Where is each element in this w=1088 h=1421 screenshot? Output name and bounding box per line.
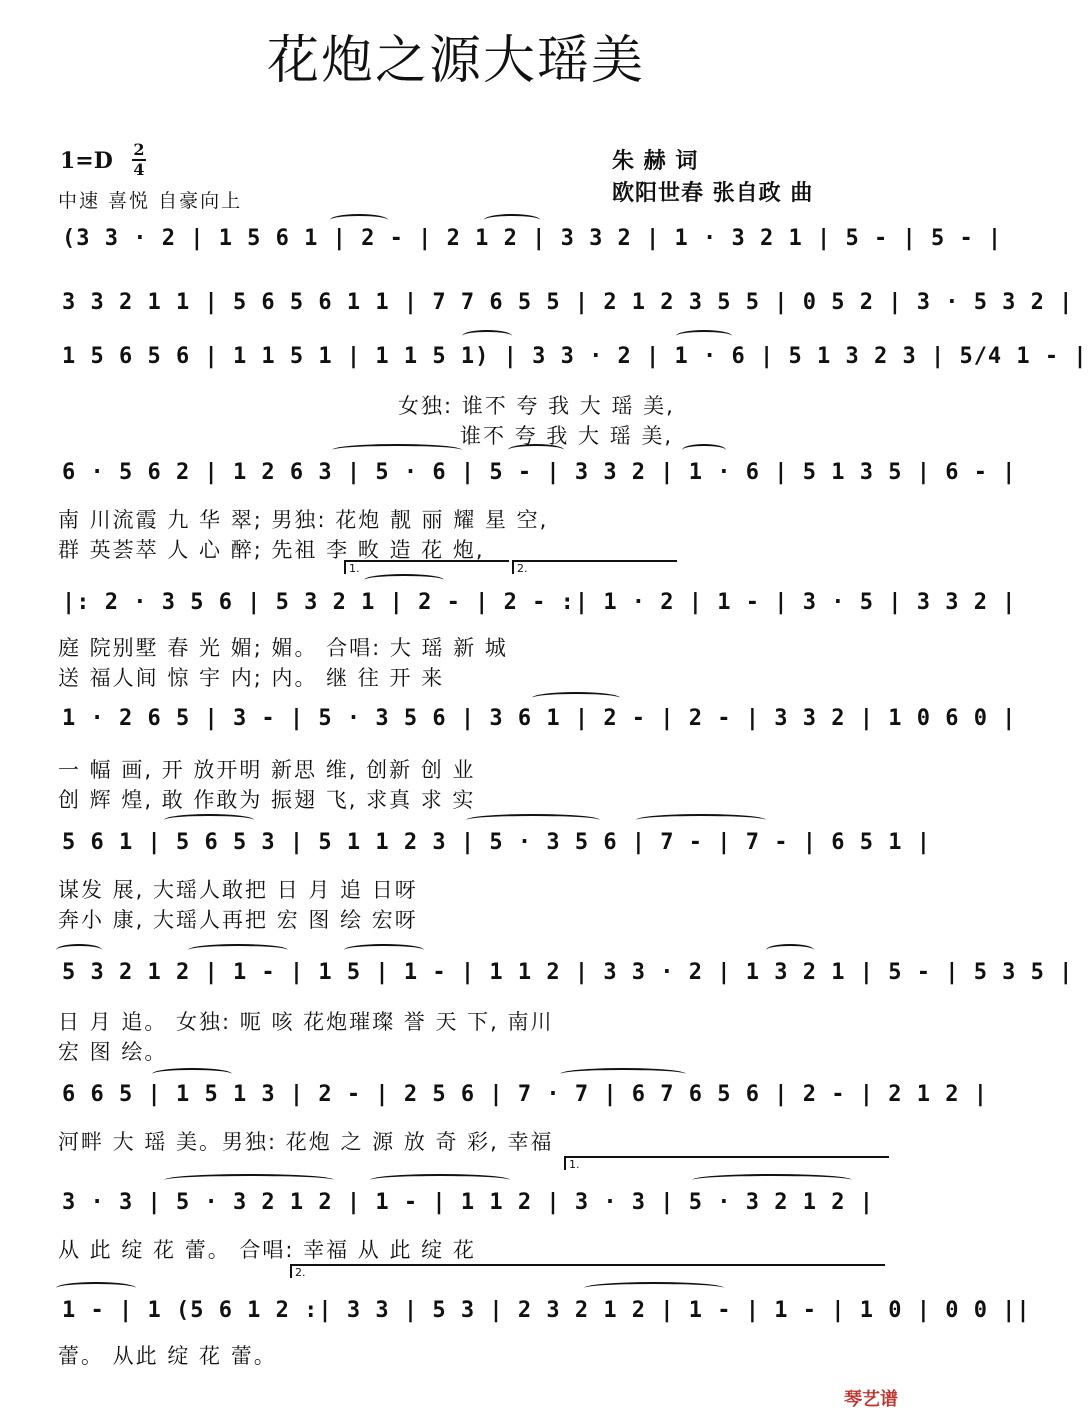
lyric-verse-2: 送 福人间 惊 宇 内; 内。 继 往 开 来: [58, 666, 445, 690]
composer-credit: 欧阳世春 张自政 曲: [612, 181, 814, 206]
meter-top: 2: [133, 140, 145, 159]
lyric-verse-2: 群 英荟萃 人 心 醉; 先祖 李 畋 造 花 炮,: [58, 538, 485, 562]
volta-2: 2.: [290, 1264, 885, 1278]
volta-2: 2.: [512, 560, 677, 574]
slur: [188, 944, 288, 956]
slur: [330, 214, 388, 226]
key-signature: 1=D: [60, 148, 113, 174]
lyric-verse-2: 宏 图 绘。: [58, 1040, 168, 1064]
notation-line: 3 3 2 1 1 | 5 6 5 6 1 1 | 7 7 6 5 5 | 2 1 2 3 5 5 | 0 5 2 | 3 · 5 3 2 |: [62, 290, 1074, 315]
slur: [364, 574, 444, 586]
lyric-verse-1: 蕾。 从此 绽 花 蕾。: [58, 1344, 277, 1368]
notation-line: (3 3 · 2 | 1 5 6 1 | 2 - | 2 1 2 | 3 3 2 | 1 · 3 2 1 | 5 - | 5 - |: [62, 226, 1003, 251]
slur: [676, 330, 732, 342]
slur: [56, 1282, 136, 1294]
slur: [636, 814, 766, 826]
lyric-verse-1: 谋发 展, 大瑶人敢把 日 月 追 日呀: [58, 878, 418, 902]
notation-line: 6 6 5 | 1 5 1 3 | 2 - | 2 5 6 | 7 · 7 | 6 7 6 5 6 | 2 - | 2 1 2 |: [62, 1082, 988, 1107]
slur: [370, 1174, 510, 1186]
song-title: 花炮之源大瑶美: [266, 31, 645, 91]
lyric-verse-1: 一 幅 画, 开 放开明 新思 维, 创新 创 业: [58, 758, 476, 782]
meter-bottom: 4: [133, 160, 145, 179]
notation-line: 1 - | 1 (5 6 1 2 :| 3 3 | 5 3 | 2 3 2 1 2 | 1 - | 1 - | 1 0 | 0 0 ||: [62, 1298, 1031, 1323]
slur: [466, 814, 600, 826]
slur: [560, 1068, 686, 1080]
notation-line: 3 · 3 | 5 · 3 2 1 2 | 1 - | 1 1 2 | 3 · 3 | 5 · 3 2 1 2 |: [62, 1190, 874, 1215]
slur: [766, 944, 814, 956]
notation-line: 1 · 2 6 5 | 3 - | 5 · 3 5 6 | 3 6 1 | 2 - | 2 - | 3 3 2 | 1 0 6 0 |: [62, 706, 1017, 731]
lyric-verse-2: 奔小 康, 大瑶人再把 宏 图 绘 宏呀: [58, 908, 418, 932]
volta-1: 1.: [344, 560, 509, 574]
lyricist-credit: 朱 赫 词: [612, 149, 699, 174]
slur: [152, 1068, 232, 1080]
time-signature: [132, 142, 146, 178]
lyric-verse-1: 女独: 谁不 夸 我 大 瑶 美,: [398, 394, 675, 418]
lyric-verse-1: 从 此 绽 花 蕾。 合唱: 幸福 从 此 绽 花: [58, 1238, 476, 1262]
slur: [532, 692, 620, 704]
slur: [484, 214, 540, 226]
slur: [462, 330, 512, 342]
notation-line: 6 · 5 6 2 | 1 2 6 3 | 5 · 6 | 5 - | 3 3 2 | 1 · 6 | 5 1 3 5 | 6 - |: [62, 460, 1017, 485]
tempo-marking: 中速 喜悦 自豪向上: [58, 190, 243, 212]
slur: [332, 444, 462, 456]
slur: [508, 444, 564, 456]
slur: [56, 944, 102, 956]
lyric-verse-1: 南 川流霞 九 华 翠; 男独: 花炮 靓 丽 耀 星 空,: [58, 508, 549, 532]
notation-line: 5 6 1 | 5 6 5 3 | 5 1 1 2 3 | 5 · 3 5 6 | 7 - | 7 - | 6 5 1 |: [62, 830, 931, 855]
slur: [164, 814, 254, 826]
notation-line: 5 3 2 1 2 | 1 - | 1 5 | 1 - | 1 1 2 | 3 3 · 2 | 1 3 2 1 | 5 - | 5 3 5 |: [62, 960, 1074, 985]
volta-1: 1.: [564, 1156, 889, 1170]
slur: [344, 944, 424, 956]
watermark-logo: 琴艺谱: [844, 1389, 898, 1410]
slur: [584, 1282, 724, 1294]
lyric-verse-2: 谁不 夸 我 大 瑶 美,: [460, 424, 674, 448]
slur: [164, 1174, 334, 1186]
lyric-verse-1: 庭 院别墅 春 光 媚; 媚。 合唱: 大 瑶 新 城: [58, 636, 508, 660]
lyric-verse-1: 河畔 大 瑶 美。男独: 花炮 之 源 放 奇 彩, 幸福: [58, 1130, 554, 1154]
slur: [692, 1174, 852, 1186]
lyric-verse-2: 创 辉 煌, 敢 作敢为 振翅 飞, 求真 求 实: [58, 788, 476, 812]
slur: [682, 444, 726, 456]
notation-line: 1 5 6 5 6 | 1 1 5 1 | 1 1 5 1) | 3 3 · 2 | 1 · 6 | 5 1 3 2 3 | 5/4 1 - |: [62, 344, 1088, 369]
notation-line: |: 2 · 3 5 6 | 5 3 2 1 | 2 - | 2 - :| 1 · 2 | 1 - | 3 · 5 | 3 3 2 |: [62, 590, 1017, 615]
lyric-verse-1: 日 月 追。 女独: 呃 咳 花炮璀璨 誉 天 下, 南川: [58, 1010, 554, 1034]
